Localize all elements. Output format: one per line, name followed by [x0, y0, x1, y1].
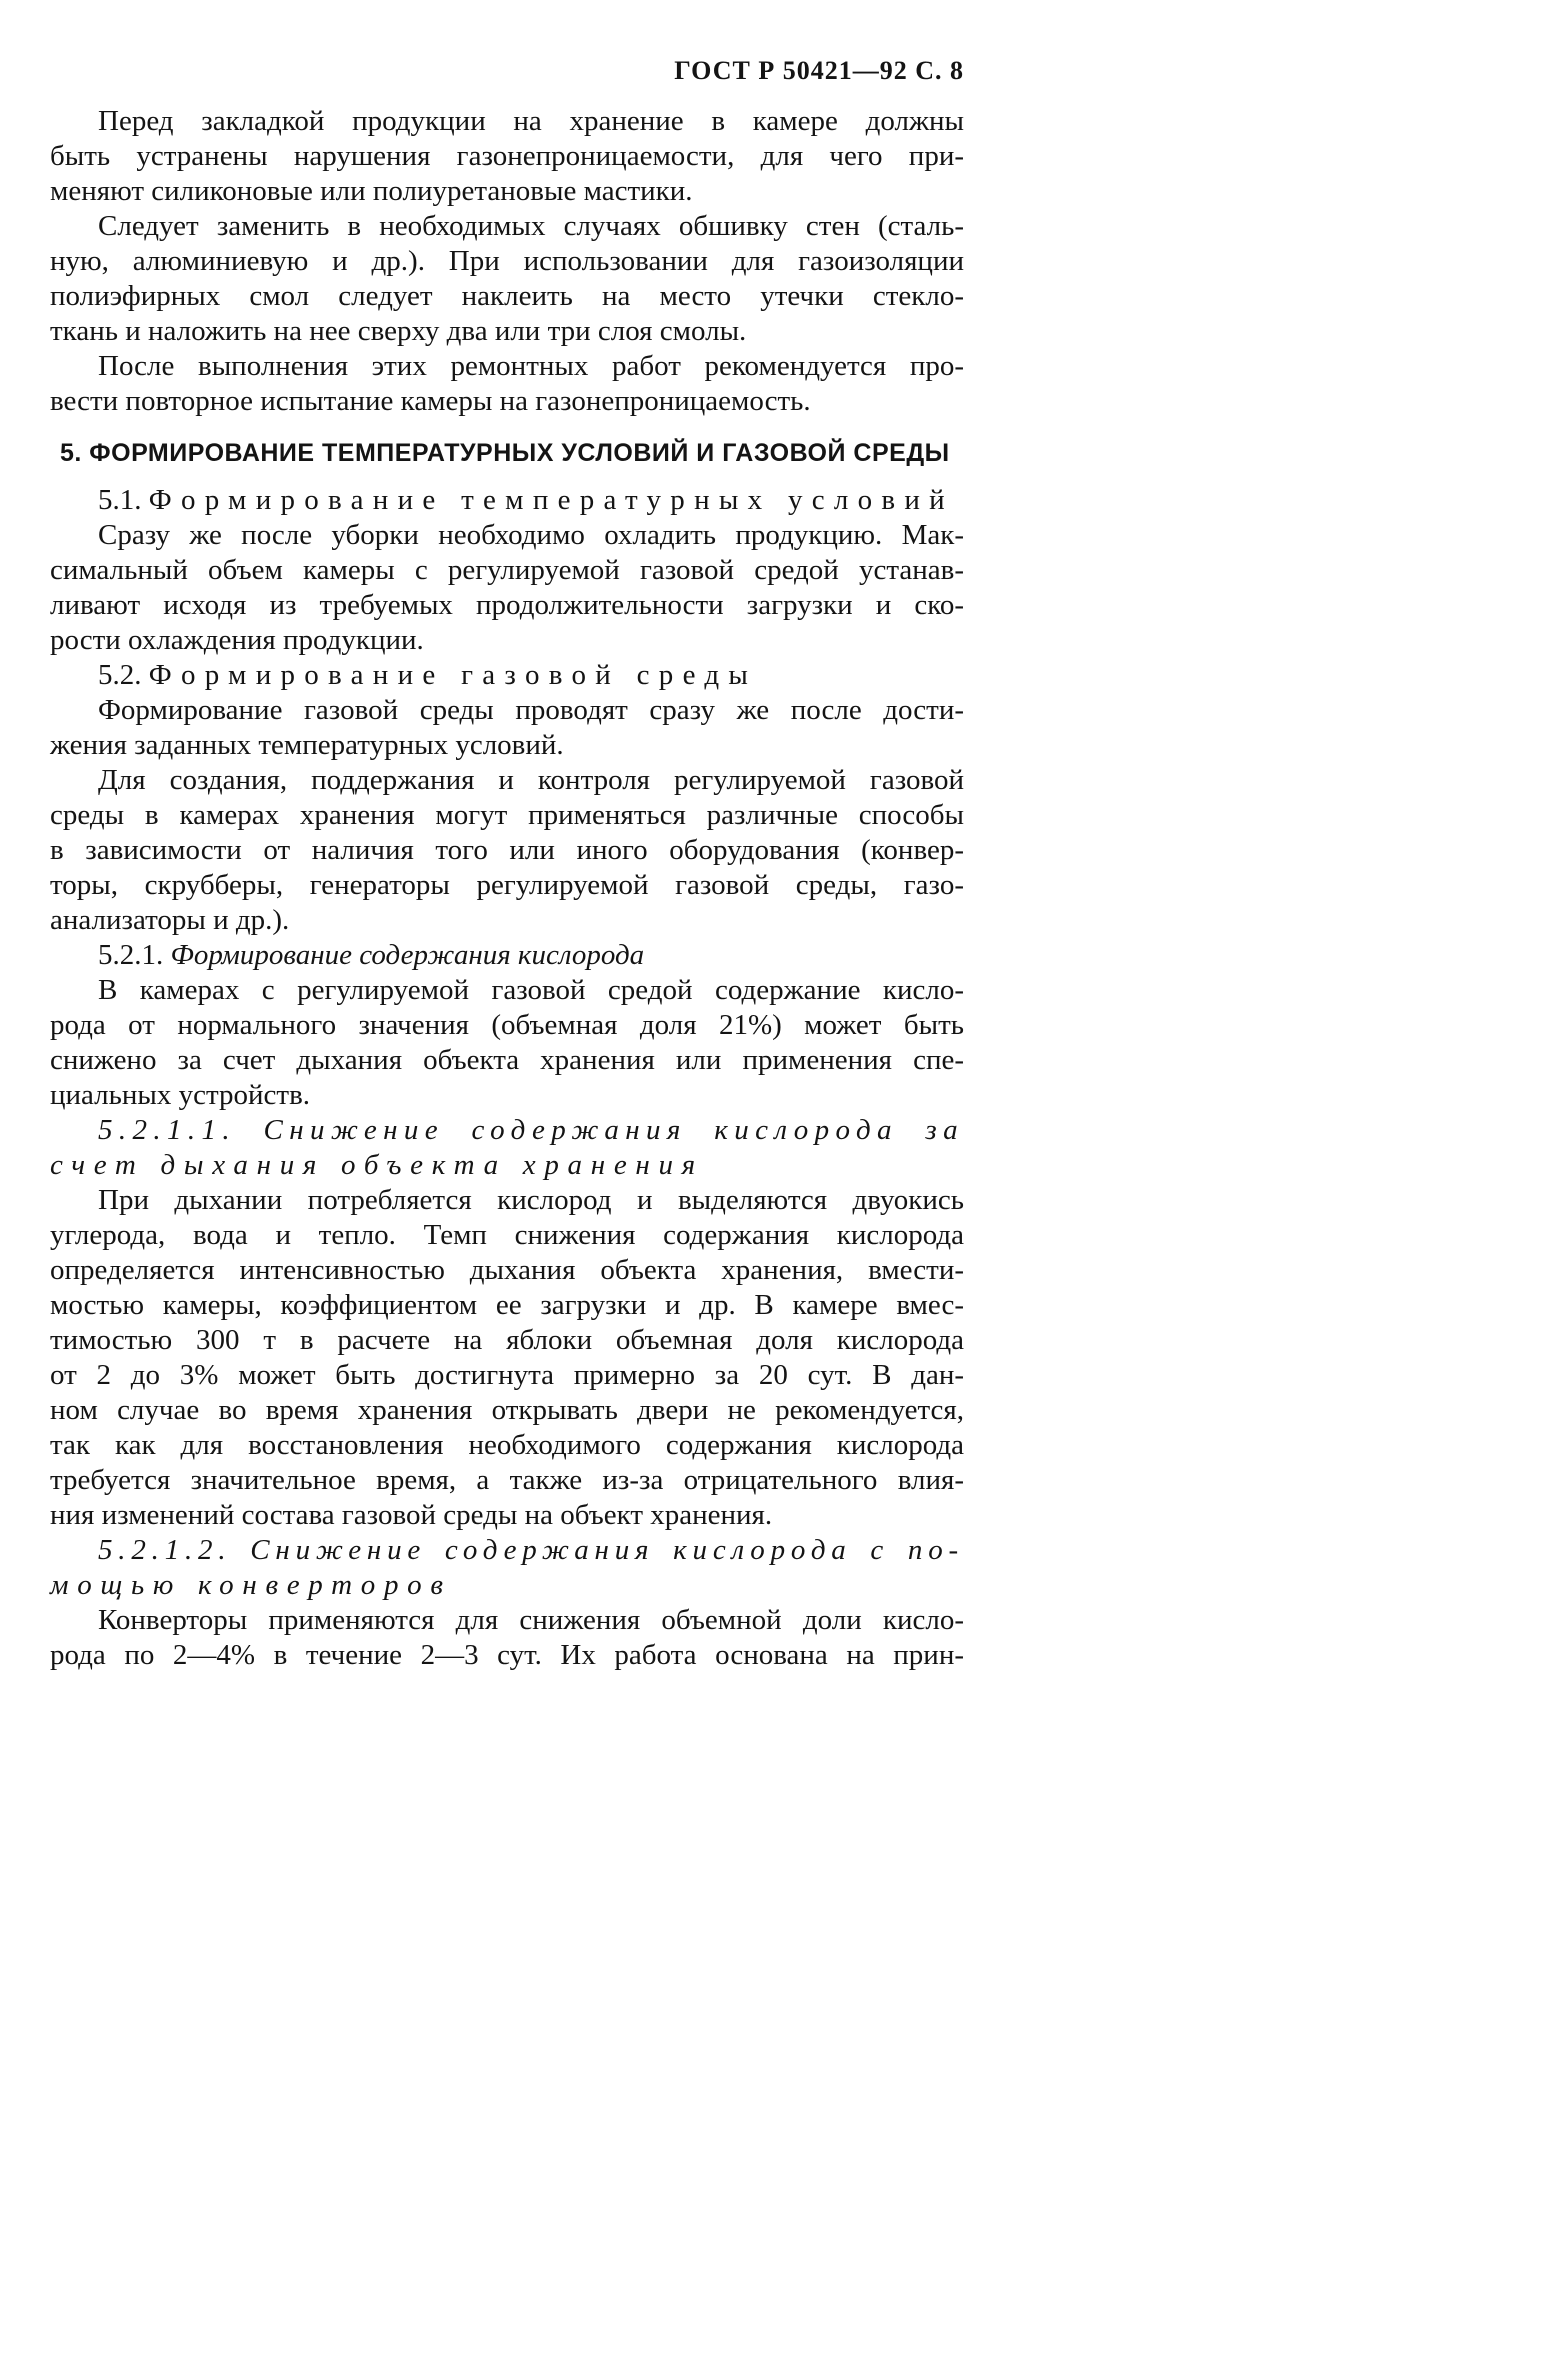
text-line: от 2 до 3% может быть достигнута примерно за 20 сут. В дан-: [50, 1359, 964, 1391]
text-line: циальных устройств.: [50, 1079, 311, 1111]
text-line: рости охлаждения продукции.: [50, 624, 424, 656]
text-line: симальный объем камеры с регулируемой газовой средой устанав-: [50, 554, 964, 586]
text-line: жения заданных температурных условий.: [50, 729, 564, 761]
paragraph-converters: [50, 1603, 964, 1673]
text-line: быть устранены нарушения газонепроницаемости, для чего при-: [50, 140, 964, 172]
paragraph-cooling: [50, 518, 964, 658]
text-line: среды в камерах хранения могут применяться различные способы: [50, 799, 964, 831]
text-line: ном случае во время хранения открывать двери не рекомендуется,: [50, 1394, 964, 1426]
document-page: [0, 0, 1024, 1671]
paragraph-respiration: [50, 1183, 964, 1533]
paragraph-seal-repair: [50, 104, 964, 209]
subsection-5-2-1-heading: [50, 938, 964, 973]
paragraph-wall-sheathing: [50, 209, 964, 349]
text-line: Перед закладкой продукции на хранение в камере должны: [98, 105, 964, 137]
text-line: полиэфирных смол следует наклеить на место утечки стекло-: [50, 280, 964, 312]
subsection-5-2-1-2-heading: [50, 1533, 964, 1603]
paragraph-gas-forming: [50, 693, 964, 763]
text-line: углерода, вода и тепло. Темп снижения содержания кислорода: [50, 1219, 964, 1251]
subsection-number: 5.2.: [98, 659, 142, 691]
page-header: [50, 56, 964, 96]
standard-code-page-number: ГОСТ Р 50421—92 С. 8: [674, 56, 964, 85]
paragraph-retest: [50, 349, 964, 419]
text-line: Следует заменить в необходимых случаях обшивку стен (сталь-: [98, 210, 964, 242]
paragraph-oxygen-content: [50, 973, 964, 1113]
paragraph-methods: [50, 763, 964, 938]
subsection-title-line: 5.2.1.1. Снижение содержания кислорода за: [98, 1114, 964, 1146]
subsection-title: Формирование содержания кислорода: [170, 939, 645, 971]
subsection-title-line: 5.2.1.2. Снижение содержания кислорода с по-: [98, 1534, 964, 1566]
text-line: ливают исходя из требуемых продолжительности загрузки и ско-: [50, 589, 964, 621]
text-line: так как для восстановления необходимого содержания кислорода: [50, 1429, 964, 1461]
text-line: торы, скрубберы, генераторы регулируемой газовой среды, газо-: [50, 869, 964, 901]
text-line: анализаторы и др.).: [50, 904, 290, 936]
subsection-title-line: счет дыхания объекта хранения: [50, 1149, 704, 1181]
text-line: требуется значительное время, а также из-за отрицательного влия-: [50, 1464, 964, 1496]
subsection-5-2-heading: [50, 658, 964, 693]
text-line: тимостью 300 т в расчете на яблоки объемная доля кислорода: [50, 1324, 964, 1356]
subsection-title: Формирование газовой среды: [148, 659, 758, 691]
text-line: В камерах с регулируемой газовой средой содержание кисло-: [98, 974, 964, 1006]
text-line: Для создания, поддержания и контроля регулируемой газовой: [98, 764, 964, 796]
section-5-heading: 5. ФОРМИРОВАНИЕ ТЕМПЕРАТУРНЫХ УСЛОВИЙ И ГАЗОВОЙ СРЕДЫ: [60, 439, 950, 467]
text-line: Сразу же после уборки необходимо охладить продукцию. Мак-: [98, 519, 964, 551]
text-line: вести повторное испытание камеры на газонепроницаемость.: [50, 385, 811, 417]
subsection-title: Формирование температурных условий: [148, 484, 954, 516]
text-line: мостью камеры, коэффициентом ее загрузки и др. В камере вмес-: [50, 1289, 964, 1321]
text-line: При дыхании потребляется кислород и выделяются двуокись: [98, 1184, 964, 1216]
text-line: Формирование газовой среды проводят сразу же после дости-: [98, 694, 964, 726]
subsection-5-2-1-1-heading: [50, 1113, 964, 1183]
subsection-number: 5.2.1.: [98, 939, 164, 971]
text-line: рода от нормального значения (объемная доля 21%) может быть: [50, 1009, 964, 1041]
text-line: меняют силиконовые или полиуретановые мастики.: [50, 175, 693, 207]
text-line: рода по 2—4% в течение 2—3 сут. Их работа основана на прин-: [50, 1639, 964, 1671]
text-line: ткань и наложить на нее сверху два или три слоя смолы.: [50, 315, 747, 347]
subsection-5-1-heading: [50, 483, 964, 518]
text-line: ния изменений состава газовой среды на объект хранения.: [50, 1499, 773, 1531]
text-line: определяется интенсивностью дыхания объекта хранения, вмести-: [50, 1254, 964, 1286]
text-line: После выполнения этих ремонтных работ рекомендуется про-: [98, 350, 964, 382]
text-line: Конверторы применяются для снижения объемной доли кисло-: [98, 1604, 964, 1636]
subsection-title-line: мощью конверторов: [50, 1569, 452, 1601]
subsection-number: 5.1.: [98, 484, 142, 516]
text-line: снижено за счет дыхания объекта хранения или применения спе-: [50, 1044, 964, 1076]
text-line: в зависимости от наличия того или иного оборудования (конвер-: [50, 834, 964, 866]
text-line: ную, алюминиевую и др.). При использовании для газоизоляции: [50, 245, 964, 277]
